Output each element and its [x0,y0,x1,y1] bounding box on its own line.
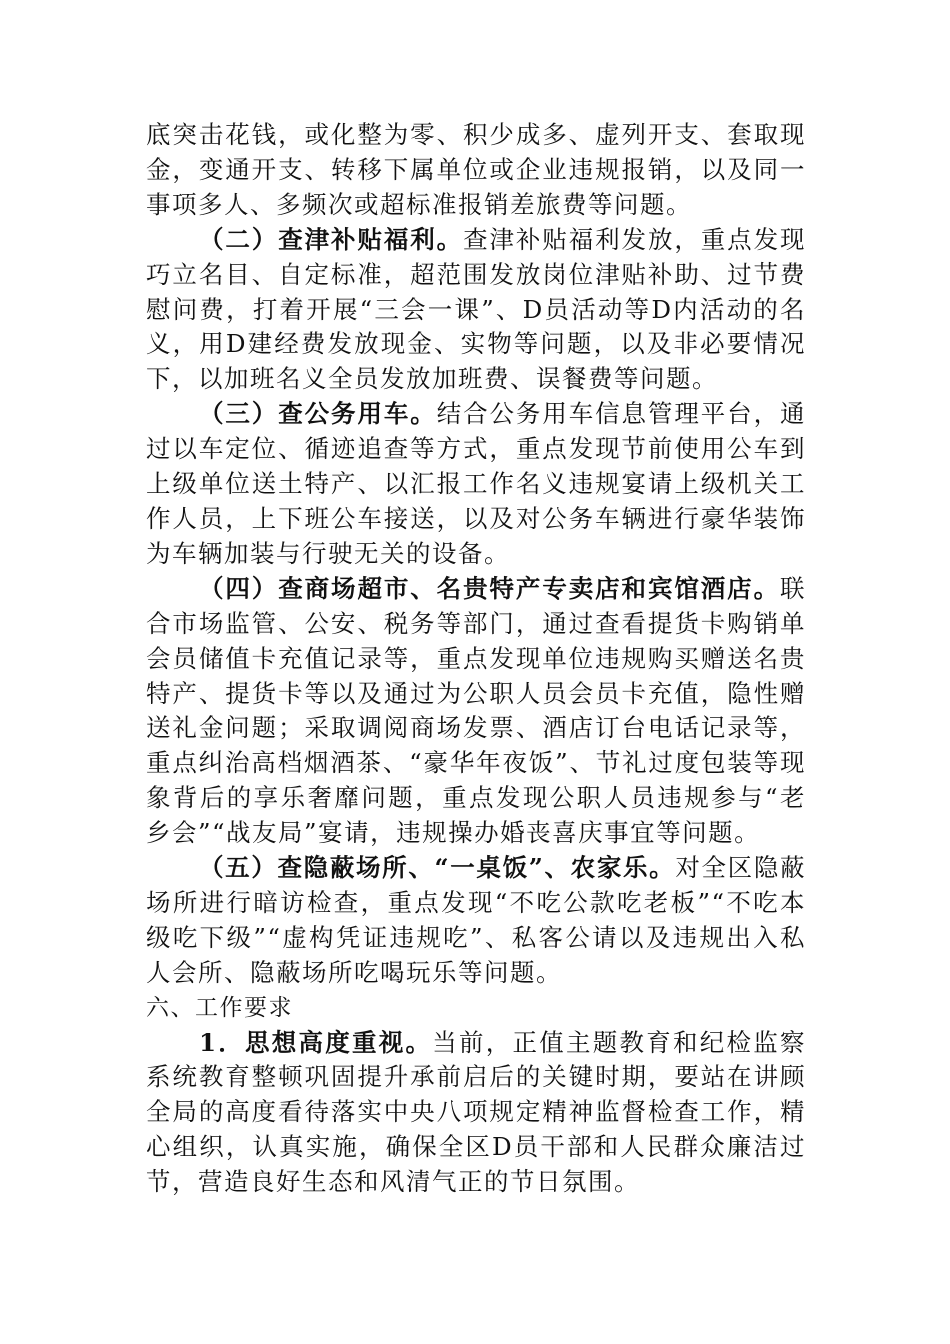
paragraph-official-car-check [146,397,806,572]
document-body [146,118,806,1200]
paragraph-lead: 1．思想高度重视。 [199,1027,433,1057]
paragraph-text: 当前，正值主题教育和纪检监察系统教育整顿巩固提升承前启后的关键时期，要站在讲顾全局的高度看待落实中央八项规定精神监督检查工作，精心组织，认真实施，确保全区D员干部和人民群众廉洁过节，营造良好生态和风清气正的节日氛围。 [146,1027,807,1197]
paragraph-text: 对全区隐蔽场所进行暗访检查，重点发现“不吃公款吃老板”“不吃本级吃下级”“虚构凭证违规吃”、私客公请以及违规出入私人会所、隐蔽场所吃喝玩乐等问题。 [146,853,807,987]
paragraph-text: 联合市场监管、公安、税务等部门，通过查看提货卡购销单会员储值卡充值记录等，重点发现单位违规购买赠送名贵特产、提货卡等以及通过为公职人员会员卡充值，隐性赠送礼金问题；采取调阅商场发票、酒店订台电话记录等，重点纠治高档烟酒茶、“豪华年夜饭”、节礼过度包装等现象背后的享乐奢靡问题，重点发现公职人员违规参与“老乡会”“战友局”宴请，违规操办婚丧喜庆事宜等问题。 [146,573,806,848]
paragraph-lead: （二）查津补贴福利。 [199,224,464,254]
paragraph-continuation [146,118,806,223]
paragraph-lead: （三）查公务用车。 [199,399,437,429]
section-heading: 六、工作要求 [146,994,293,1021]
paragraph-text: 查津补贴福利发放，重点发现巧立名目、自定标准，超范围发放岗位津贴补助、过节费慰问费，打着开展“三会一课”、D员活动等D内活动的名义，用D建经费发放现金、实物等问题，以及非必要情况下，以加班名义全员发放加班费、误餐费等问题。 [146,224,807,394]
paragraph-requirement-1 [146,1026,806,1201]
paragraph-lead: （五）查隐蔽场所、“一桌饭”、农家乐。 [199,853,676,883]
paragraph-text: 结合公务用车信息管理平台，通过以车定位、循迹追查等方式，重点发现节前使用公车到上级单位送土特产、以汇报工作名义违规宴请上级机关工作人员，上下班公车接送，以及对公务车辆进行豪华装饰为车辆加装与行驶无关的设备。 [146,399,807,568]
paragraph-hidden-venue-check [146,851,806,991]
paragraph-lead: （四）查商场超市、名贵特产专卖店和宾馆酒店。 [199,573,780,603]
paragraph-text: 底突击花钱，或化整为零、积少成多、虚列开支、套取现金，变通开支、转移下属单位或企业违规报销，以及同一事项多人、多频次或超标准报销差旅费等问题。 [146,120,806,219]
paragraph-allowance-check [146,223,806,398]
paragraph-mall-hotel-check [146,572,806,851]
